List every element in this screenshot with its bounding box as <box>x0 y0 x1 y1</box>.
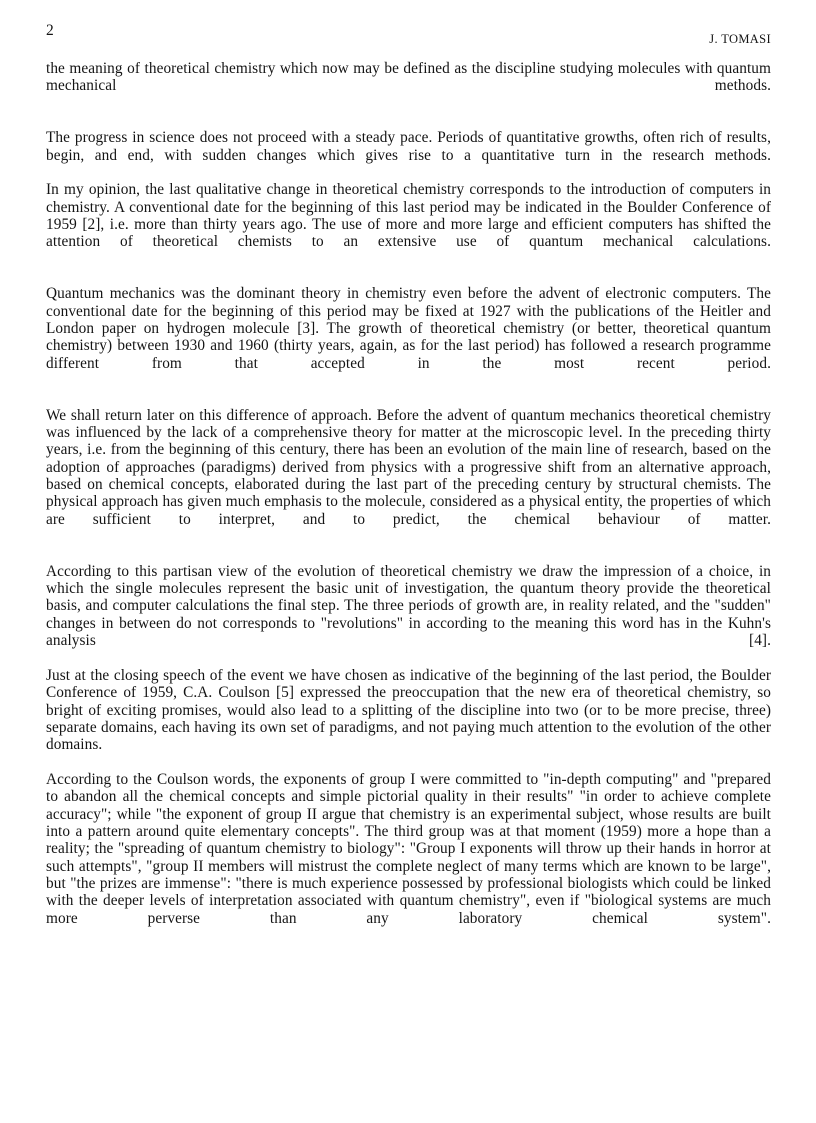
running-header <box>46 22 771 50</box>
paragraph-2: The progress in science does not proceed with a steady pace. Periods of quantitative growths, often rich of results, begin, and end, with sudden changes which gives rise to a quantitative turn in the research methods. <box>46 129 771 164</box>
body-text-column <box>46 60 771 944</box>
paragraph-4: Quantum mechanics was the dominant theory in chemistry even before the advent of electronic computers. The conventional date for the beginning of this period may be fixed at 1927 with the publications of the Heitler and London paper on hydrogen molecule [3]. The growth of theoretical chemistry (or better, theoretical quantum chemistry) between 1930 and 1960 (thirty years, again, as for the last period) has followed a research programme different from that accepted in the most recent period. <box>46 285 771 372</box>
paragraph-1: the meaning of theoretical chemistry which now may be defined as the discipline studying molecules with quantum mechanical methods. <box>46 60 771 95</box>
paragraph-3: In my opinion, the last qualitative change in theoretical chemistry corresponds to the introduction of computers in chemistry. A conventional date for the beginning of this last period may be indicated in the Boulder Conference of 1959 [2], i.e. more than thirty years ago. The use of more and more large and efficient computers has shifted the attention of theoretical chemists to an extensive use of quantum mechanical calculations. <box>46 181 771 251</box>
paragraph-8: According to the Coulson words, the exponents of group I were committed to "in-depth computing" and "prepared to abandon all the chemical concepts and simple pictorial quality in their results" "in order to achieve complete accuracy"; while "the exponent of group II argue that chemistry is an experimental subject, whose results are built into a pattern around quite elementary concepts". The third group was at that moment (1959) more a hope than a reality; the "spreading of quantum chemistry to biology": "Group I exponents will throw up their hands in horror at such attempts", "group II members will mistrust the complete neglect of many terms which are known to be large", but "the prizes are immense": "there is much experience possessed by professional biologists which could be linked with the deeper levels of interpretation associated with quantum chemistry", even if "biological systems are much more perverse than any laboratory chemical system". <box>46 770 771 927</box>
paragraph-5: We shall return later on this difference of approach. Before the advent of quantum mechanics theoretical chemistry was influenced by the lack of a comprehensive theory for matter at the microscopic level. In the preceding thirty years, i.e. from the beginning of this century, there has been an evolution of the main line of research, based on the adoption of approaches (paradigms) derived from physics with a progressive shift from an alternative approach, based on chemical concepts, elaborated during the last part of the preceding century by structural chemists. The physical approach has given much emphasis to the molecule, considered as a physical entity, the properties of which are sufficient to interpret, and to predict, the chemical behaviour of matter. <box>46 406 771 528</box>
paragraph-6: According to this partisan view of the evolution of theoretical chemistry we draw the impression of a choice, in which the single molecules represent the basic unit of investigation, the quantum theory provide the theoretical basis, and computer calculations the final step. The three periods of growth are, in reality related, and the "sudden" changes in between do not corresponds to "revolutions" in according to the meaning this word has in the Kuhn's analysis [4]. <box>46 562 771 650</box>
running-head-author: J. TOMASI <box>709 32 771 46</box>
paragraph-7: Just at the closing speech of the event we have chosen as indicative of the beginning of the last period, the Boulder Conference of 1959, C.A. Coulson [5] expressed the preoccupation that the new era of theoretical chemistry, so bright of exciting promises, would also lead to a splitting of the discipline into two (or to be more precise, three) separate domains, each having its own set of paradigms, and not paying much attention to the evolution of the other domains. <box>46 666 771 754</box>
page-number: 2 <box>46 22 54 39</box>
